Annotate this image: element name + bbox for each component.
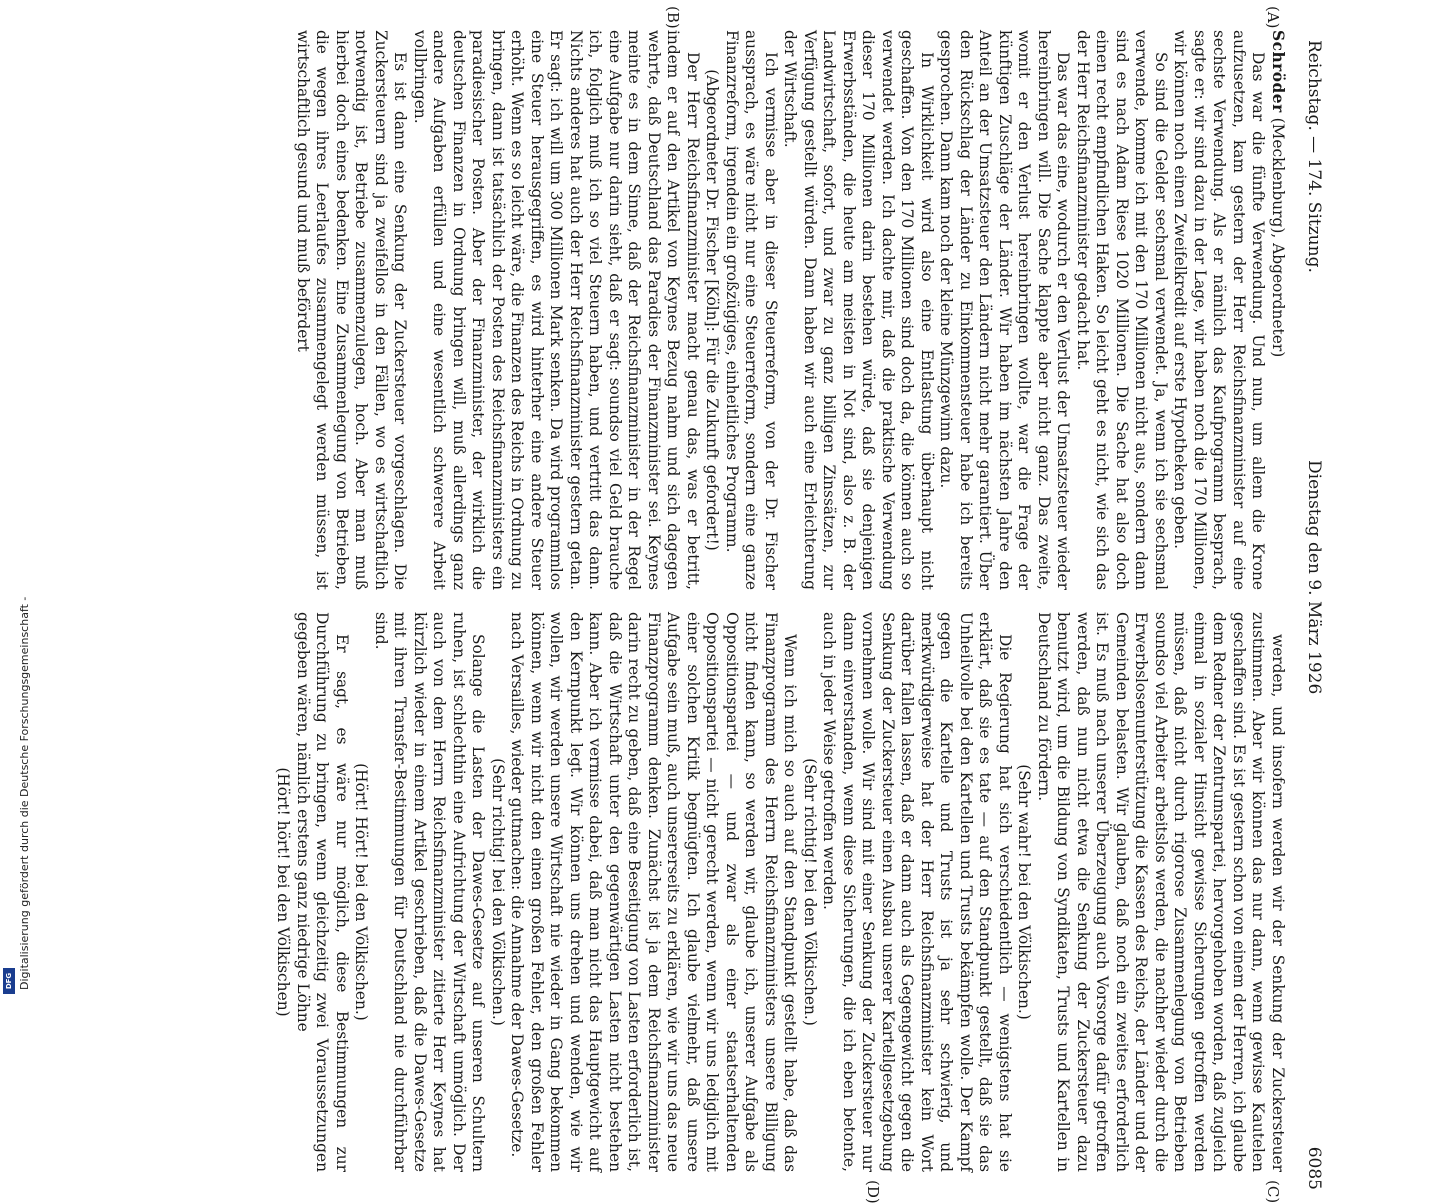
paragraph: Er sagt, es wäre nur möglich, diese Bestimmungen zur Durchführung zu bringen, wenn gleichzeitig zwei Voraussetzungen gegeben wären, nämlich erstens ganz niedrige Löhne <box>294 612 351 1172</box>
credit-text: Digitalisierung gefördert durch die Deutsche Forschungsgemeinschaft - <box>18 596 31 990</box>
header-left: Reichstag. — 174. Sitzung. <box>1304 40 1324 273</box>
paragraph: So sind die Gelder sechsmal verwendet. Ja, wenn ich sie sechsmal verwende, komme ich mit den 170 Millionen nicht aus, sondern dann sind es nach Adam Riese 1020 Millionen. Die Sache hat also doch einen recht empfindlichen Haken. So leicht geht es nicht, wie sich das der Herr Reichsfinanzminister gedacht hat. <box>1074 30 1170 590</box>
page-header <box>1296 40 1324 1190</box>
paragraph: Das war die fünfte Verwendung. Und nun, um allem die Krone aufzusetzen, kam gestern der Herr Reichsfinanzminister auf eine sechste Verwendung. Als er nämlich das Kaufprogramm besprach, sagte er: wir sind dazu in der Lage, wir haben noch die 170 Millionen, wir können noch einen Zweifelkredit auf erste Hypotheken geben. <box>1171 30 1268 590</box>
interjection: (Sehr richtig! bei den Völkischen.) <box>489 758 507 1026</box>
paragraph: Die Regierung hat sich verschiedentlich — wenigstens hat sie erklärt, daß sie es tate — auf den Standpunkt gestellt, daß sie das Unheilvolle bei den Kartellen und Trusts bekämpfen wolle. Der Kampf gegen die Kartelle und Trusts ist ja sehr schwierig, und merkwürdigerweise hat der Herr Reichsfinanzminister kein Wort darüber fallen lassen, daß er dann auch als Gegengewicht gegen die Senkung der Zuckersteuer einen Ausbau unserer Kartellgesetzgebung vornehmen wolle. Wir sind mit einer Senkung der Zuckersteuer nur dann einverstanden, wenn diese Sicherungen, die ich eben betonte, auch in jeder Weise getroffen werden. <box>820 612 1014 1172</box>
interjection: (Abgeordneter Dr. Fischer [Köln]: Für die Zukunft gefordert!) <box>703 69 722 551</box>
margin-mark-b: (B) <box>664 6 682 29</box>
paragraph: In Wirklichkeit wird also eine Entlastung überhaupt nicht geschaffen. Von den 170 Millionen sind doch da, die können auch so verwendet werden. Ich dachte mir, daß die praktische Verwendung dieser 170 Millionen darin bestehen würde, daß sie denjenigen Erwerbsständen, die heute am meisten in Not sind, also z. B. der Landwirtschaft, sofort, und zwar zu ganz billigen Zinssätzen, zur Verfügung gestellt würden. Dann haben wir auch eine Erleichterung der Wirtschaft. <box>781 30 936 590</box>
speaker-note: (Mecklenburg), Abgeordneter) <box>1269 112 1287 358</box>
paragraph: Das war das eine, wodurch er den Verlust der Umsatzsteuer wieder hereinbringen will. Die Sache klappte aber nicht ganz. Das zweite, womit er den Verlust hereinbringen wollte, war die Frage der künftigen Zuschläge der Länder. Wir haben im nächsten Jahre den Anteil an der Umsatzsteuer den Ländern nicht mehr garantiert. Über den Rückschlag der Länder zu Einkommensteuer habe ich bereits gesprochen. Dann kam noch der kleine Münzgewinn dazu. <box>937 30 1073 590</box>
paragraph: Wenn ich mich so auch auf den Standpunkt gestellt habe, daß das Finanzprogramm des Herrn Reichsfinanzministers unsere Billigung nicht finden kann, so werden wir, glaube ich, unserer Aufgabe als Oppositionspartei — und zwar als einer staatserhaltenden Oppositionspartei — nicht gerecht werden, wenn wir uns lediglich mit einer solchen Kritik begnügten. Ich glaube vielmehr, daß unsere Aufgabe sein muß, auch unsererseits zu erklären, wie wir uns das neue Finanzprogramm denken. Zunächst ist ja dem Reichsfinanzminister darin recht zu geben, daß eine Beseitigung von Lasten erforderlich ist, daß die Wirtschaft unter den gegenwärtigen Lasten nicht bestehen kann. Aber ich vermisse dabei, daß man nicht das Hauptgewicht auf den Kernpunkt legt. Wir können uns drehen und wenden, wie wir wollen, wir werden unsere Wirtschaft nie wieder in Gang bekommen können, wenn wir nicht den einen großen Fehler, den großen Fehler nach Versailles, wieder gutmachen: die Annahme der Dawes-Gesetze. <box>508 612 800 1172</box>
paragraph: werden, und insofern werden wir der Senkung der Zuckersteuer zustimmen. Aber wir können das nur dann, wenn gewisse Kautelen geschaffen sind. Es ist gestern schon von einem der Herren, ich glaube dem Redner der Zentrumspartei, hervorgehoben worden, daß zugleich einmal in sozialer Hinsicht gewisse Sicherungen getroffen werden müssen, daß nicht durch rigorose Zusammenlegung von Betrieben soundso viel Arbeiter arbeitslos werden, die nachher wieder durch die Erwerbslosenunterstützung die Kassen des Reichs, der Länder und der Gemeinden belasten. Wir glauben, daß noch ein zweites erforderlich ist. Es muß nach unserer Überzeugung auch Vorsorge dafür getroffen werden, daß nun nicht etwa die Senkung der Zuckersteuer dazu benutzt wird, um die Bildung von Syndikaten, Trusts und Kartellen in Deutschland zu fördern. <box>1035 612 1287 1172</box>
speaker-line <box>1268 30 1288 590</box>
margin-mark-d: (D) <box>864 1180 882 1204</box>
left-text-column <box>293 30 1288 590</box>
header-center: Dienstag den 9. März 1926 <box>1304 460 1324 695</box>
interjection: (Sehr richtig! bei den Völkischen.) <box>801 758 819 1026</box>
speaker-name: Schröder <box>1269 30 1287 113</box>
right-text-column <box>273 612 1287 1172</box>
paragraph: Es ist dann eine Senkung der Zuckersteuer vorgeschlagen. Die Zuckersteuern sind ja zweifellos in den Fällen, wo es wirtschaftlich notwendig ist, Betriebe zusammenzulegen, hoch. Aber man muß hierbei doch eines bedenken. Eine Zusammenlegung von Betrieben, die wegen ihres Leerlaufes zusammengelegt werden müssen, ist wirtschaftlich gesund und muß befördert <box>294 30 410 590</box>
paragraph: Ich vermisse aber in dieser Steuerreform, von der Dr. Fischer aussprach, es wäre nicht nur eine Steuerreform, sondern eine ganze Finanzreform, irgendein ein großzügiges, einheitliches Programm. <box>723 30 780 590</box>
paragraph: Solange die Lasten der Dawes-Gesetze auf unseren Schultern ruhen, ist schlechthin eine Aufrichtung der Wirtschaft unmöglich. Der auch von dem Herrn Reichsfinanzminister zitierte Herr Keynes hat kürzlich wieder in einem Artikel geschrieben, daß die Dawes-Gesetze mit ihren Transfer-Bestimmungen für Deutschland nie durchführbar sind. <box>372 612 488 1172</box>
rotated-page-content <box>142 0 1342 1204</box>
dfg-logo <box>3 968 15 994</box>
interjection: (Sehr wahr! bei den Völkischen.) <box>1015 764 1034 1020</box>
interjection: (Hört! Hört! bei den Völkischen.) <box>352 763 371 1021</box>
page-number: 6085 <box>1304 1146 1324 1190</box>
paragraph: Der Herr Reichsfinanzminister macht genau das, was er betritt, indem er auf den Artikel von Keynes Bezug nahm und sich dagegen wehrte, daß Deutschland das Paradies der Finanzminister sei. Keynes meinte es in dem Sinne, daß der Reichsfinanzminister in der Regel eine Aufgabe nur darin sieht, daß er sagt: soundso viel Geld brauche ich, folglich muß ich so viel Steuern haben, und vertritt das dann. Nichts anderes hat auch der Herr Reichsfinanzminister gestern getan. Er sagt: ich will um 300 Millionen Mark senken. Da wird programmlos eine Steuer herausgegriffen, es wird hinterher eine andere Steuer erhöht. Wenn es so leicht wäre, die Finanzen des Reichs in Ordnung zu bringen, dann ist tatsächlich der Posten des Reichsfinanzministers ein paradiesischer Posten. Aber der Finanzminister, der wirklich die deutschen Finanzen in Ordnung bringen will, muß allerdings ganz andere Aufgaben erfüllen und eine wesentlich schwerere Arbeit vollbringen. <box>411 30 702 590</box>
dfg-logo-text: DFG <box>5 972 13 990</box>
margin-mark-c: (C) <box>1264 1180 1282 1204</box>
interjection: (Hört! hört! bei den Völkischen) <box>274 767 293 1017</box>
margin-mark-a: (A) <box>1264 6 1282 29</box>
digitization-credit <box>2 596 31 1000</box>
